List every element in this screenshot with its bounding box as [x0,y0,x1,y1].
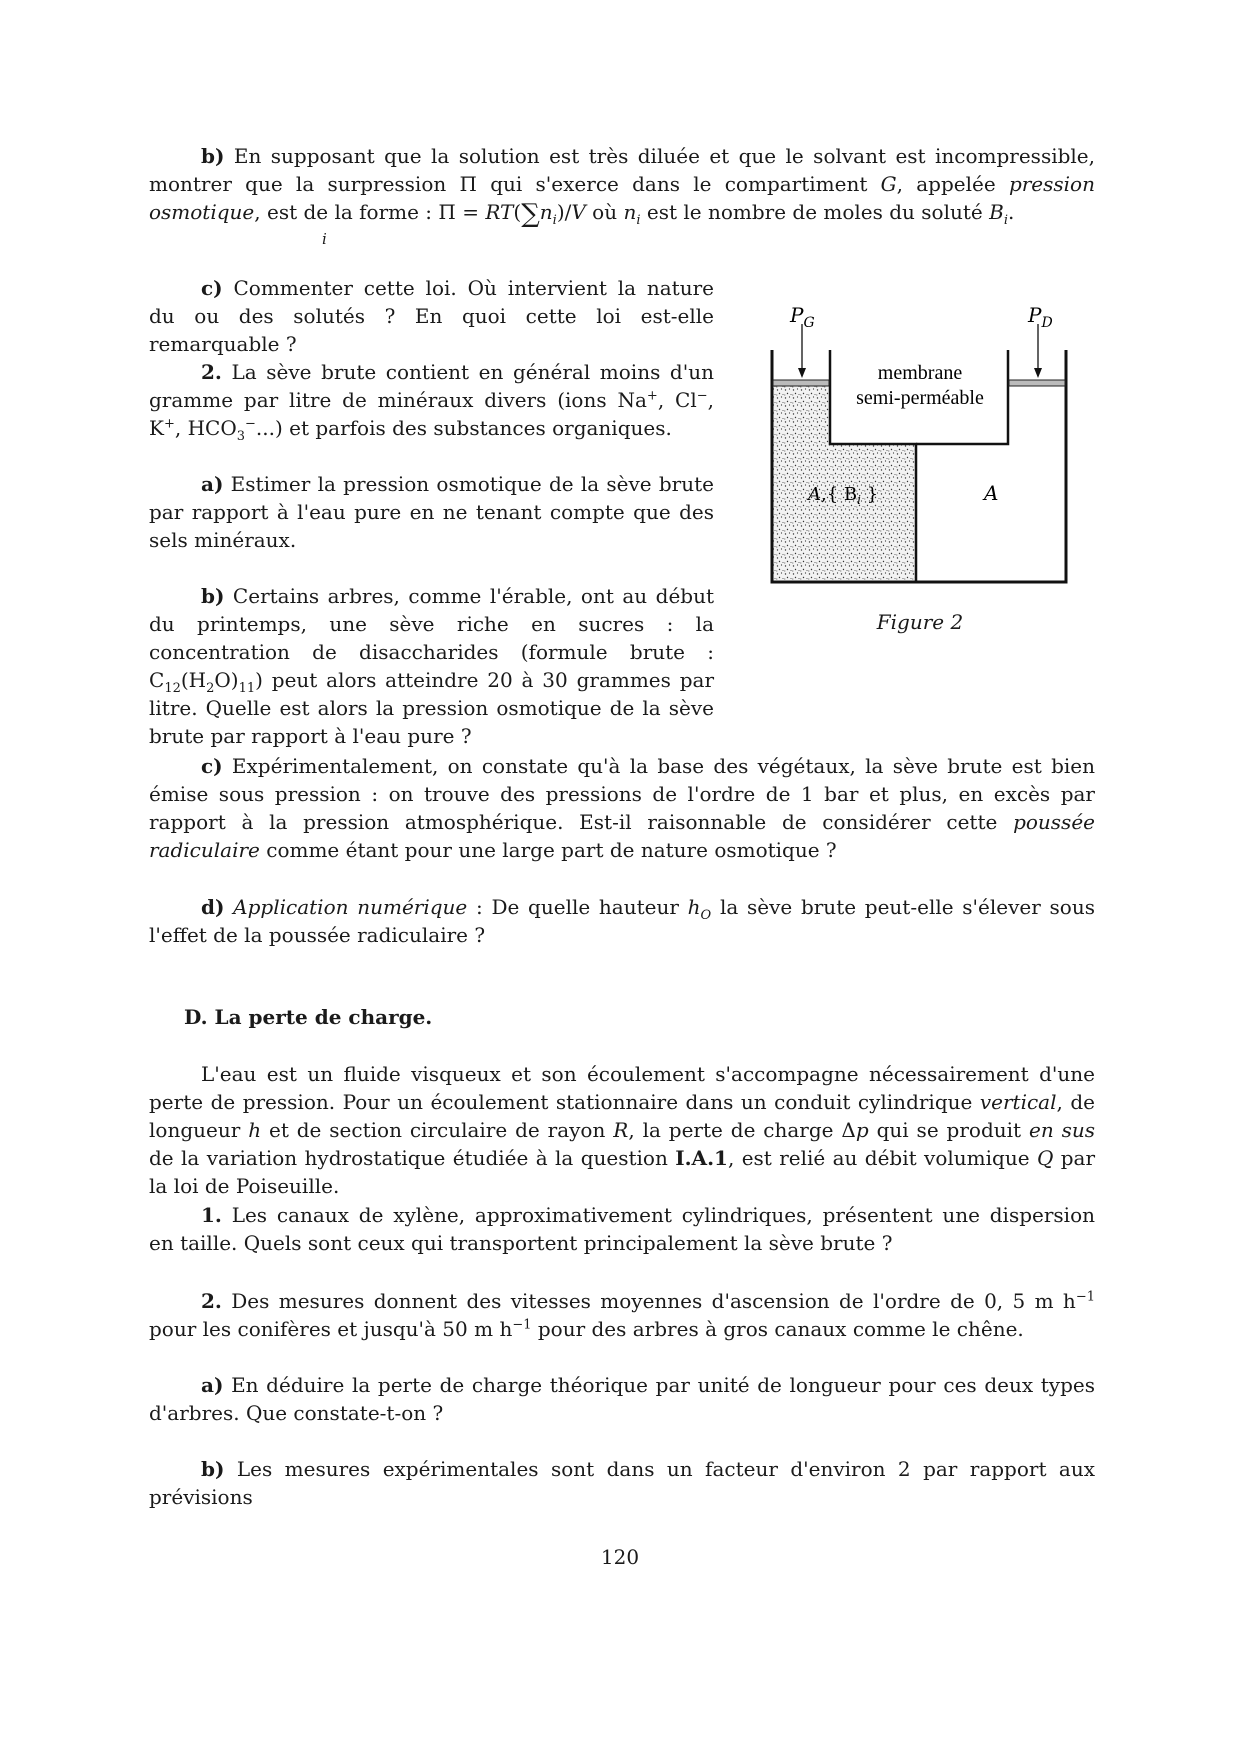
math-var: V [571,200,586,224]
text: la sève brute peut-elle s'élever sous l'effet de la poussée radiculaire ? [149,895,1095,947]
math-var: n [623,200,637,224]
math-var: h [248,1118,262,1142]
text: Commenter cette loi. Où intervient la nature du ou des solutés ? En quoi cette loi est-elle remarquable ? [149,276,714,356]
math-var: p [855,1118,869,1142]
question-label: d) [201,895,225,919]
math-var: R [613,1118,629,1142]
math-sub: O [700,908,712,923]
text: Expérimentalement, on constate qu'à la base des végétaux, la sève brute est bien émise sous pression : on trouve des pressions de l'ordre de 1 bar et plus, en excès par rapport à la pression atmosphérique. Est-il raisonnable de considérer cette [149,754,1095,834]
text: pour les conifères et jusqu'à 50 m h [149,1317,513,1341]
sum-index: i [322,230,327,248]
text: La sève brute contient en général moins d'un gramme par litre de minéraux divers (ions Na [149,360,714,412]
text: . [1007,200,1015,224]
question-2d [149,893,1095,949]
text: : De quelle hauteur [467,895,688,919]
text: comme étant pour une large part de nature osmotique ? [259,838,837,862]
question-label: c) [201,754,223,778]
superscript: − [245,416,256,432]
figure-caption: Figure 2 [876,610,964,634]
text: pour des arbres à gros canaux comme le chêne. [531,1317,1024,1341]
math-var: B [989,200,1004,224]
question-2-sap [149,358,714,442]
term-emphasis: vertical [979,1090,1057,1114]
superscript: − [696,388,708,404]
solution-fill-bottom [830,444,916,580]
label-pg: $P_G$ [790,303,815,331]
question-c-comment [149,274,714,358]
subscript: 2 [206,681,215,696]
question-d2a [149,1371,1095,1427]
math-var: h [687,895,701,919]
text: qui se produit [868,1118,1029,1142]
page-number: 120 [600,1545,640,1569]
text: , HCO [174,416,237,440]
text: par la loi de Poiseuille. [149,1146,1096,1198]
text: (H [180,668,207,692]
question-label: b) [201,144,225,168]
question-d2 [149,1287,1095,1343]
math-symbol: )/ [556,200,572,224]
sum-symbol: ∑ [521,199,540,229]
term-emphasis: pression osmotique [149,172,1095,224]
subscript: 11 [238,681,256,696]
superscript: −1 [1075,1289,1095,1305]
question-2c [149,752,1095,864]
superscript: −1 [512,1317,532,1333]
label-pd: $P_D$ [1028,303,1053,331]
question-label: a) [201,472,224,496]
superscript: + [646,388,658,404]
term-emphasis: en sus [1028,1118,1096,1142]
term-emphasis: poussée radiculaire [149,810,1095,862]
question-2a [149,470,714,554]
text: Les mesures expérimentales sont dans un facteur d'environ 2 par rapport aux prévisions [149,1457,1095,1509]
math-sub: i [1003,213,1008,228]
math-var: RT [485,200,514,224]
question-b-pressure [149,142,1095,228]
question-label: a) [201,1373,224,1397]
label-semipermeable: semi-perméable [856,387,984,409]
section-d-intro [149,1060,1095,1200]
text: est le nombre de moles du soluté [640,200,990,224]
label-solvent: A [984,481,999,505]
text: En supposant que la solution est très diluée et que le solvant est incompressible, montrer que la surpression Π qui s'exerce dans le compartiment [149,144,1095,196]
question-label: 2. [201,360,222,384]
text: , est relié au débit volumique [727,1146,1037,1170]
math-var: G [880,172,897,196]
question-label: c) [201,276,223,300]
subscript: 3 [236,429,245,444]
osmosis-figure [760,300,1080,590]
math-var: n [539,200,553,224]
term-emphasis: Application numérique [224,895,468,919]
question-d2b [149,1455,1095,1511]
solution-fill-left [772,384,830,580]
label-solution: A,{ $B_i$ } [808,484,879,507]
text: , appelée [896,172,1009,196]
piston-left [773,380,829,386]
text: En déduire la perte de charge théorique par unité de longueur pour ces deux types d'arbres. Que constate-t-on ? [149,1373,1095,1425]
arrow-pd-head [1034,368,1042,378]
question-label: b) [201,1457,225,1481]
text: L'eau est un fluide visqueux et son écoulement s'accompagne nécessairement d'une perte de pression. Pour un écoulement stationnaire dans un conduit cylindrique [149,1062,1095,1114]
superscript: + [163,416,175,432]
section-heading: D. La perte de charge. [184,1005,433,1029]
label-membrane: membrane [877,362,963,384]
text: et de section circulaire de rayon [261,1118,614,1142]
text: Estimer la pression osmotique de la sève brute par rapport à l'eau pure en ne tenant compte que des sels minéraux. [149,472,714,552]
text: Certains arbres, comme l'érable, ont au début du printemps, une sève riche en sucres : la concentration de disaccharides (formule brute : C [149,584,714,692]
question-label: 1. [201,1203,222,1227]
text: de la variation hydrostatique étudiée à la question [149,1146,676,1170]
math-sub: i [552,213,557,228]
arrow-pg-head [798,368,806,378]
text: , de longueur [149,1090,1095,1142]
question-2b [149,582,714,750]
piston-right [1009,380,1065,386]
text: O) [214,668,239,692]
question-label: b) [201,584,225,608]
text: où [585,200,624,224]
text: , est de la forme : Π = [254,200,486,224]
text: Les canaux de xylène, approximativement cylindriques, présentent une dispersion en taille. Quels sont ceux qui transportent principalement la sève brute ? [149,1203,1095,1255]
subscript: 12 [164,681,181,696]
text: , Cl [657,388,697,412]
question-label: 2. [201,1289,222,1313]
text: , K [149,388,714,440]
question-reference: I.A.1 [675,1146,728,1170]
question-d1 [149,1201,1095,1257]
math-sub: i [636,213,641,228]
math-symbol: ( [513,200,522,224]
math-var: Q [1036,1146,1054,1170]
text: Des mesures donnent des vitesses moyennes d'ascension de l'ordre de 0, 5 m h [221,1289,1076,1313]
text: , la perte de charge Δ [628,1118,856,1142]
text: ) peut alors atteindre 20 à 30 grammes par litre. Quelle est alors la pression osmotique de la sève brute par rapport à l'eau pure ? [149,668,714,748]
text: ...) et parfois des substances organiques. [255,416,672,440]
